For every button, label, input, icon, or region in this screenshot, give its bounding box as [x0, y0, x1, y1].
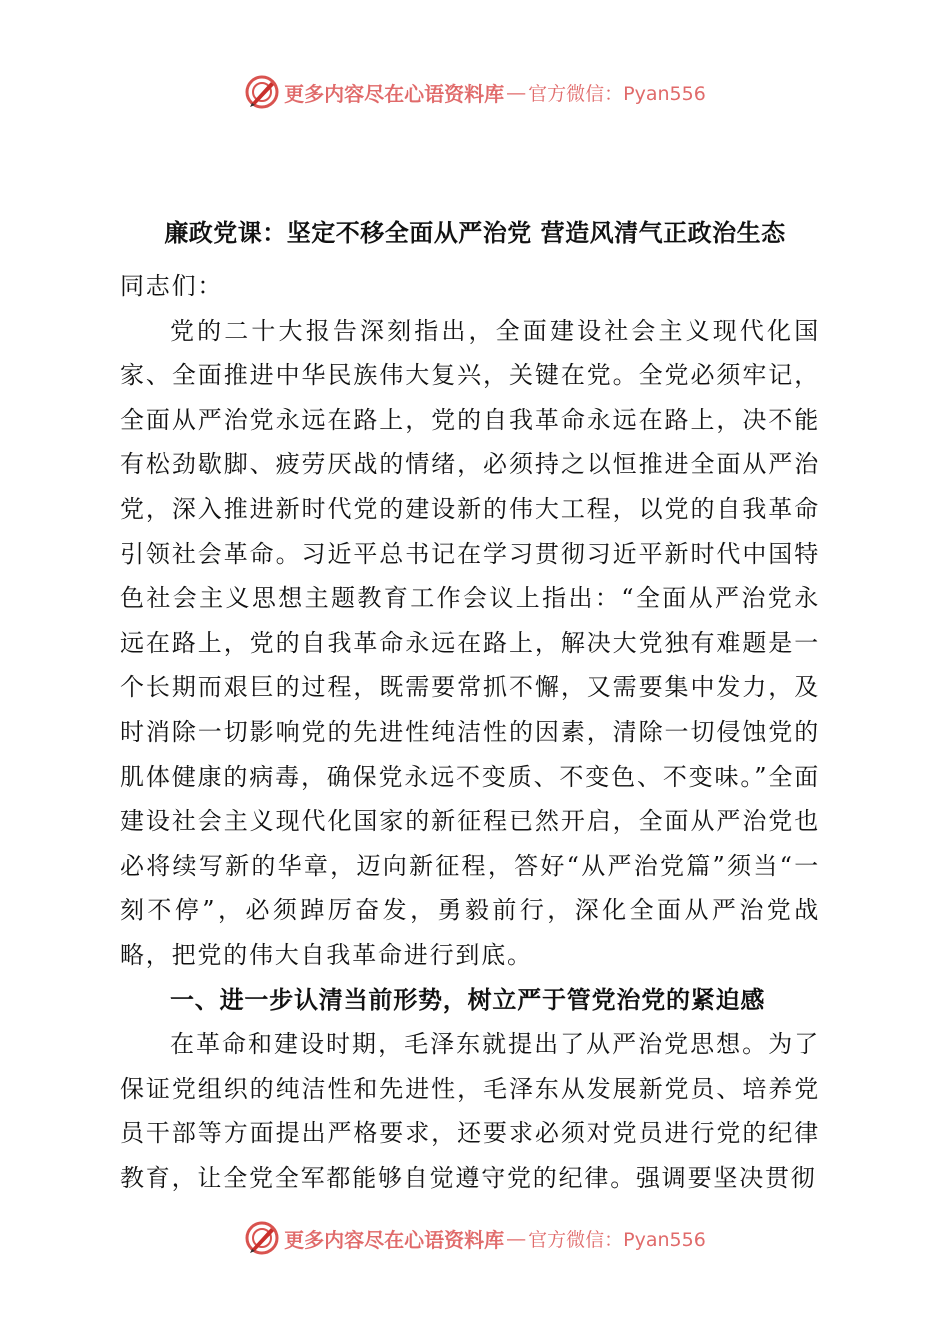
pen-logo-icon [244, 1220, 280, 1256]
document-body [120, 264, 820, 1200]
watermark-footer [0, 1218, 950, 1258]
document-title: 廉政党课：坚定不移全面从严治党 营造风清气正政治生态 [164, 218, 786, 247]
watermark-dash: — [506, 1226, 527, 1250]
watermark-dash: — [506, 80, 527, 104]
watermark-contact: 官方微信：Pyan556 [528, 1228, 706, 1251]
section-paragraph: 在革命和建设时期，毛泽东就提出了从严治党思想。为了保证党组织的纯洁性和先进性，毛泽东从发展新党员、培养党员干部等方面提出严格要求，还要求必须对党员进行党的纪律教育，让全党全军都能够自觉遵守党的纪律。强调要坚决贯彻 [120, 1030, 820, 1192]
watermark-contact: 官方微信：Pyan556 [528, 82, 706, 105]
intro-paragraph: 党的二十大报告深刻指出，全面建设社会主义现代化国家、全面推进中华民族伟大复兴，关键在党。全党必须牢记，全面从严治党永远在路上，党的自我革命永远在路上，决不能有松劲歇脚、疲劳厌战的情绪，必须持之以恒推进全面从严治党，深入推进新时代党的建设新的伟大工程，以党的自我革命引领社会革命。习近平总书记在学习贯彻习近平新时代中国特色社会主义思想主题教育工作会议上指出：“全面从严治党永远在路上，党的自我革命永远在路上，解决大党独有难题是一个长期而艰巨的过程，既需要常抓不懈，又需要集中发力，及时消除一切影响党的先进性纯洁性的因素，清除一切侵蚀党的肌体健康的病毒，确保党永远不变质、不变色、不变味。”全面建设社会主义现代化国家的新征程已然开启，全面从严治党也必将续写新的华章，迈向新征程，答好“从严治党篇”须当“一刻不停”，必须踔厉奋发，勇毅前行，深化全面从严治党战略，把党的伟大自我革命进行到底。 [120, 316, 820, 969]
watermark-brand: 更多内容尽在心语资料库 [284, 1227, 505, 1252]
section-heading: 一、进一步认清当前形势，树立严于管党治党的紧迫感 [170, 984, 766, 1014]
salutation: 同志们： [120, 272, 224, 300]
watermark-header [0, 72, 950, 112]
watermark-brand: 更多内容尽在心语资料库 [284, 81, 505, 106]
pen-logo-icon [244, 74, 280, 110]
